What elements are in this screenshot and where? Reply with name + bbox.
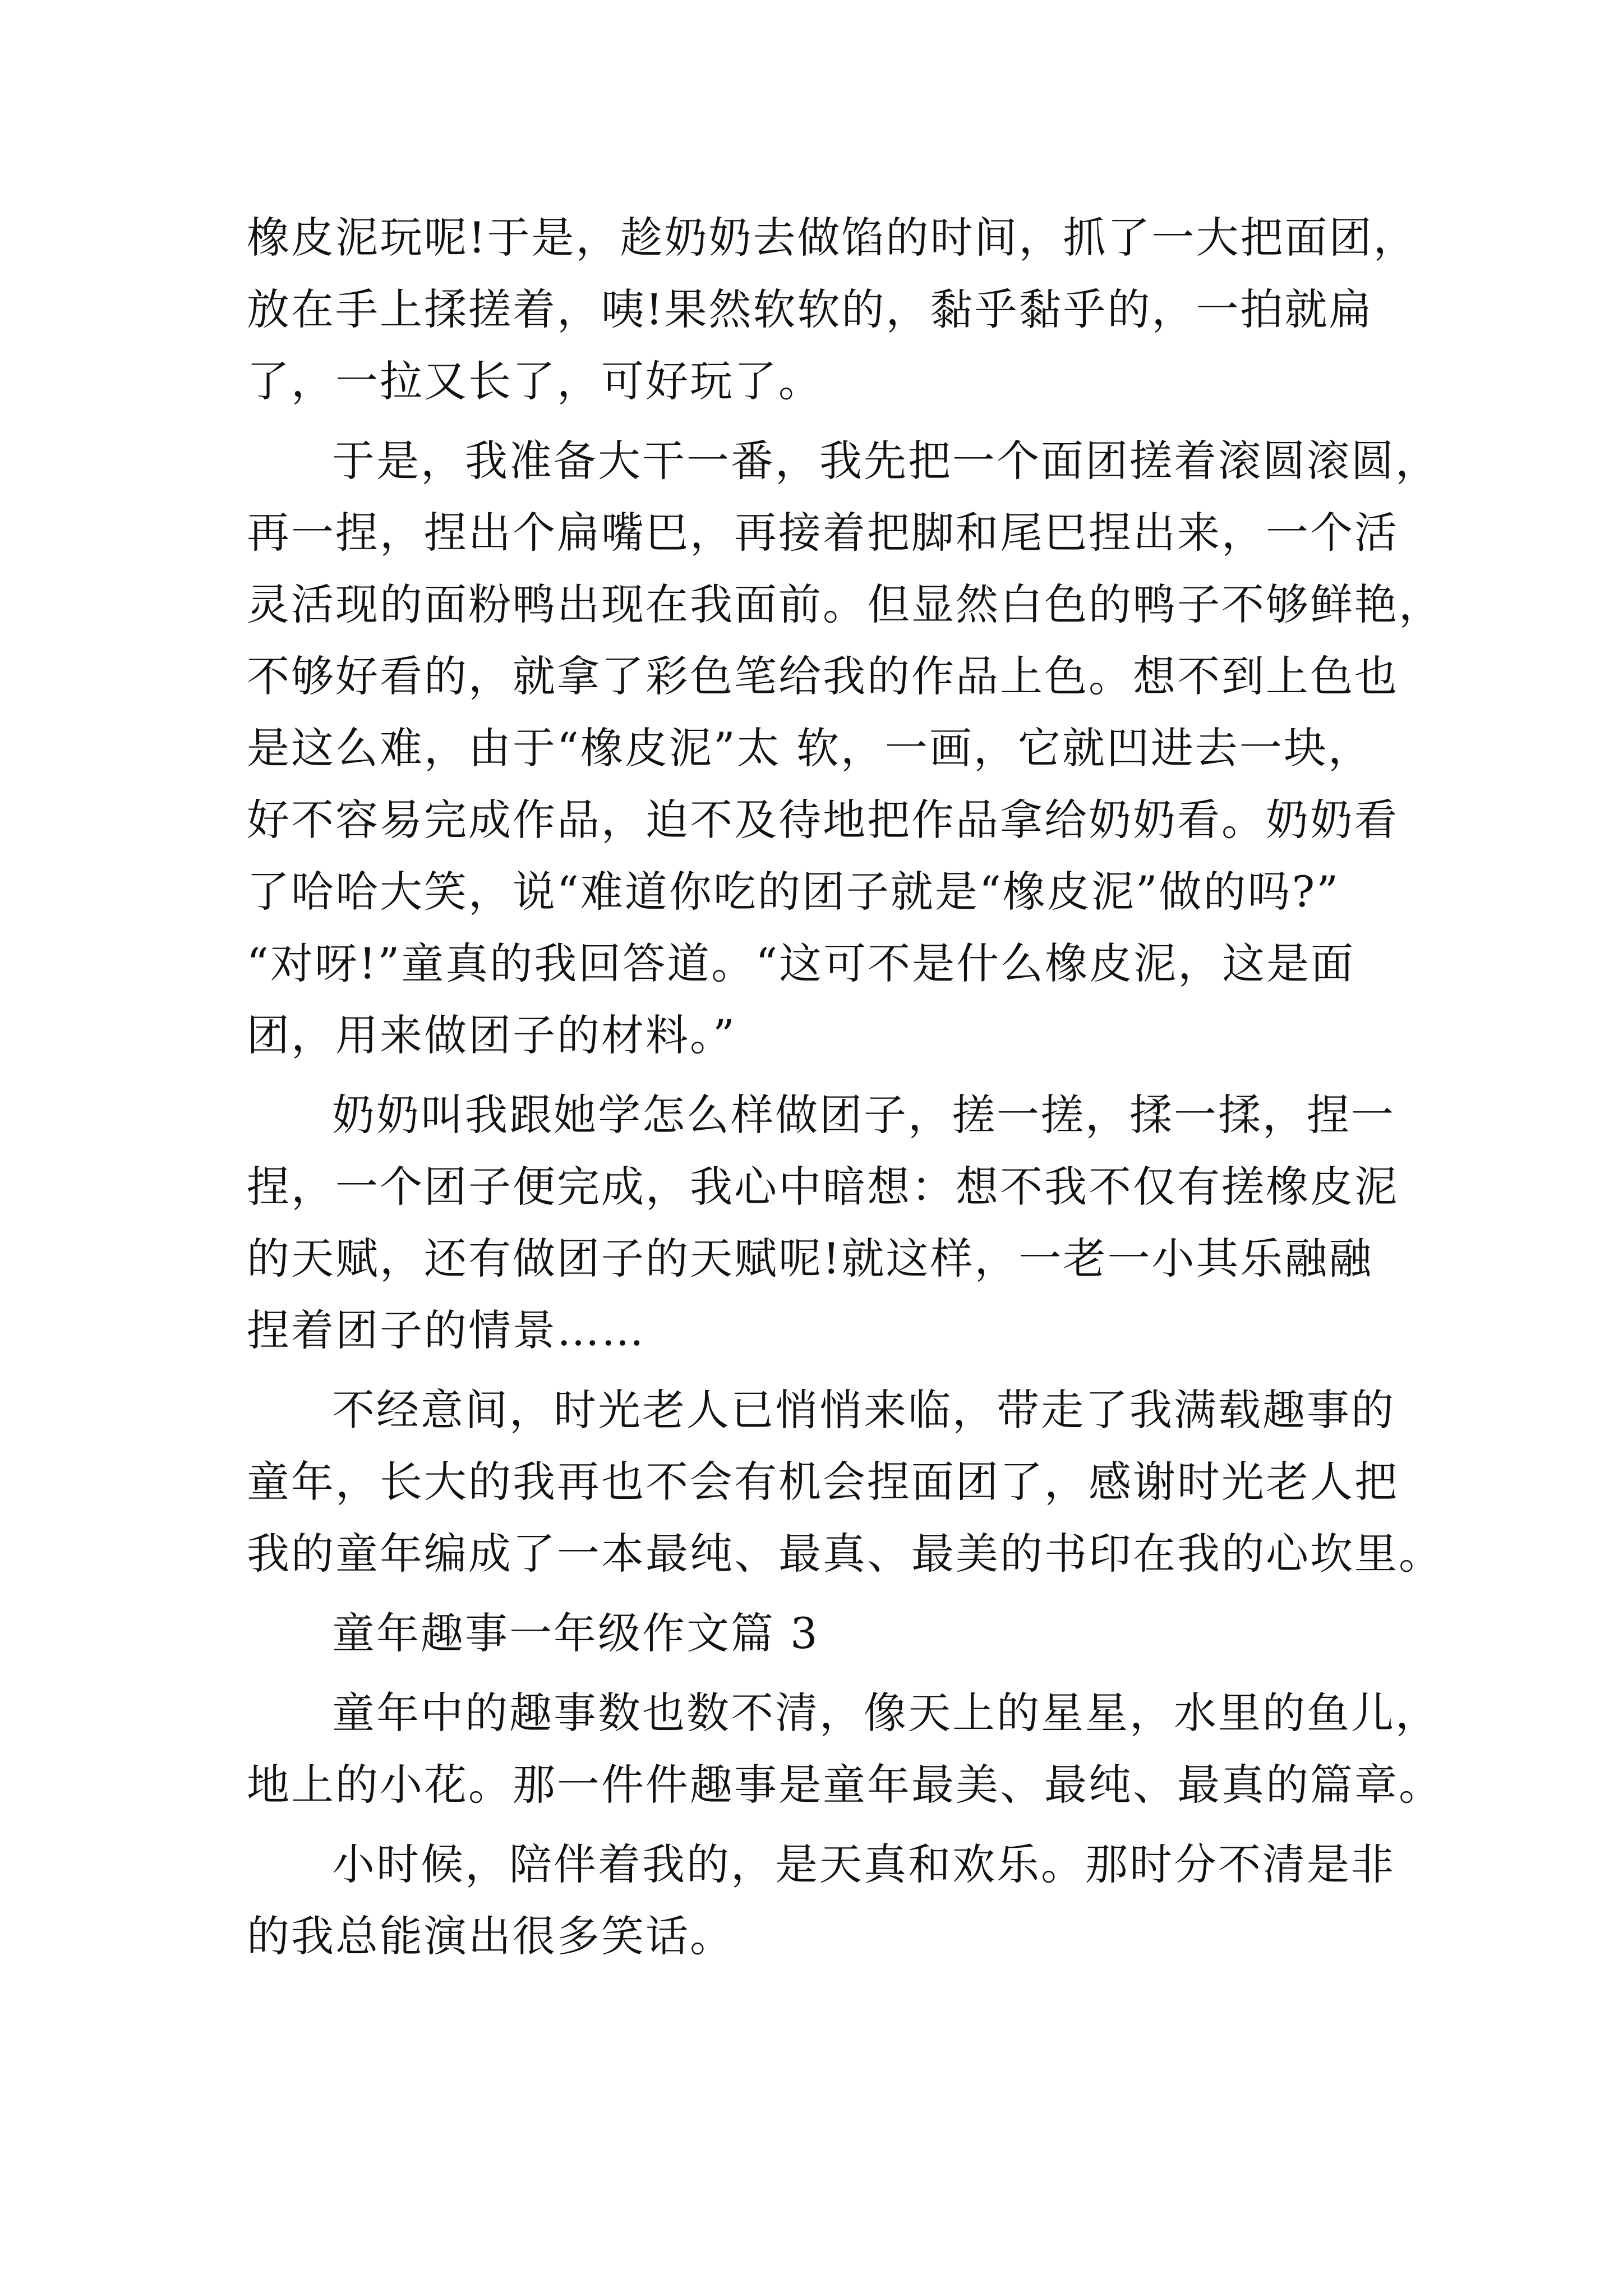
paragraph [247, 425, 1443, 1071]
text-line: 不够好看的，就拿了彩色笔给我的作品上色。想不到上色也 [247, 651, 1399, 701]
paragraph [247, 1079, 1399, 1366]
text-line: 的我总能演出很多笑话。 [247, 1911, 734, 1961]
paragraph [247, 1374, 1443, 1590]
text-line: 是这么难，由于“橡皮泥”太 软，一画，它就凹进去一块， [247, 723, 1372, 773]
text-line: “对呀!”童真的我回答道。“这可不是什么橡皮泥，这是面 [247, 938, 1355, 988]
text-line: 团，用来做团子的材料。” [247, 1010, 736, 1060]
text-line: 奶奶叫我跟她学怎么样做团子，搓一搓，揉一揉，捏一 [332, 1090, 1395, 1140]
text-line: 放在手上揉搓着，咦!果然软软的，黏乎黏乎的，一拍就扁 [247, 284, 1373, 334]
text-line: 小时候，陪伴着我的，是天真和欢乐。那时分不清是非 [332, 1839, 1395, 1889]
paragraph [247, 1677, 1443, 1821]
text-line: 捏，一个团子便完成，我心中暗想：想不我不仅有搓橡皮泥 [247, 1162, 1399, 1212]
text-line: 了，一拉又长了，可好玩了。 [247, 356, 823, 406]
text-line: 的天赋，还有做团子的天赋呢!就这样，一老一小其乐融融 [247, 1234, 1373, 1283]
paragraph [247, 202, 1418, 417]
text-line: 再一捏，捏出个扁嘴巴，再接着把脚和尾巴捏出来，一个活 [247, 508, 1399, 558]
document-body [247, 202, 1443, 1972]
text-line: 童年中的趣事数也数不清，像天上的星星，水里的鱼儿， [332, 1688, 1440, 1738]
text-line: 了哈哈大笑，说“难道你吃的团子就是“橡皮泥”做的吗?” [247, 867, 1340, 917]
text-line: 捏着团子的情景…… [247, 1305, 645, 1355]
section-heading [247, 1598, 1391, 1669]
text-line: 好不容易完成作品，迫不及待地把作品拿给奶奶看。奶奶看 [247, 795, 1399, 845]
heading-text: 童年趣事一年级作文篇 3 [332, 1608, 819, 1658]
text-line: 我的童年编成了一本最纯、最真、最美的书印在我的心坎里。 [247, 1529, 1443, 1579]
text-line: 不经意间，时光老人已悄悄来临，带走了我满载趣事的 [332, 1385, 1395, 1435]
text-line: 地上的小花。那一件件趣事是童年最美、最纯、最真的篇章。 [247, 1760, 1443, 1810]
text-line: 童年，长大的我再也不会有机会捏面团了，感谢时光老人把 [247, 1457, 1399, 1507]
text-line: 灵活现的面粉鸭出现在我面前。但显然白色的鸭子不够鲜艳， [247, 579, 1443, 629]
text-line: 橡皮泥玩呢!于是，趁奶奶去做馅的时间，抓了一大把面团， [247, 213, 1418, 263]
text-line: 于是，我准备大干一番，我先把一个面团搓着滚圆滚圆， [332, 436, 1440, 486]
paragraph [247, 1829, 1395, 1972]
